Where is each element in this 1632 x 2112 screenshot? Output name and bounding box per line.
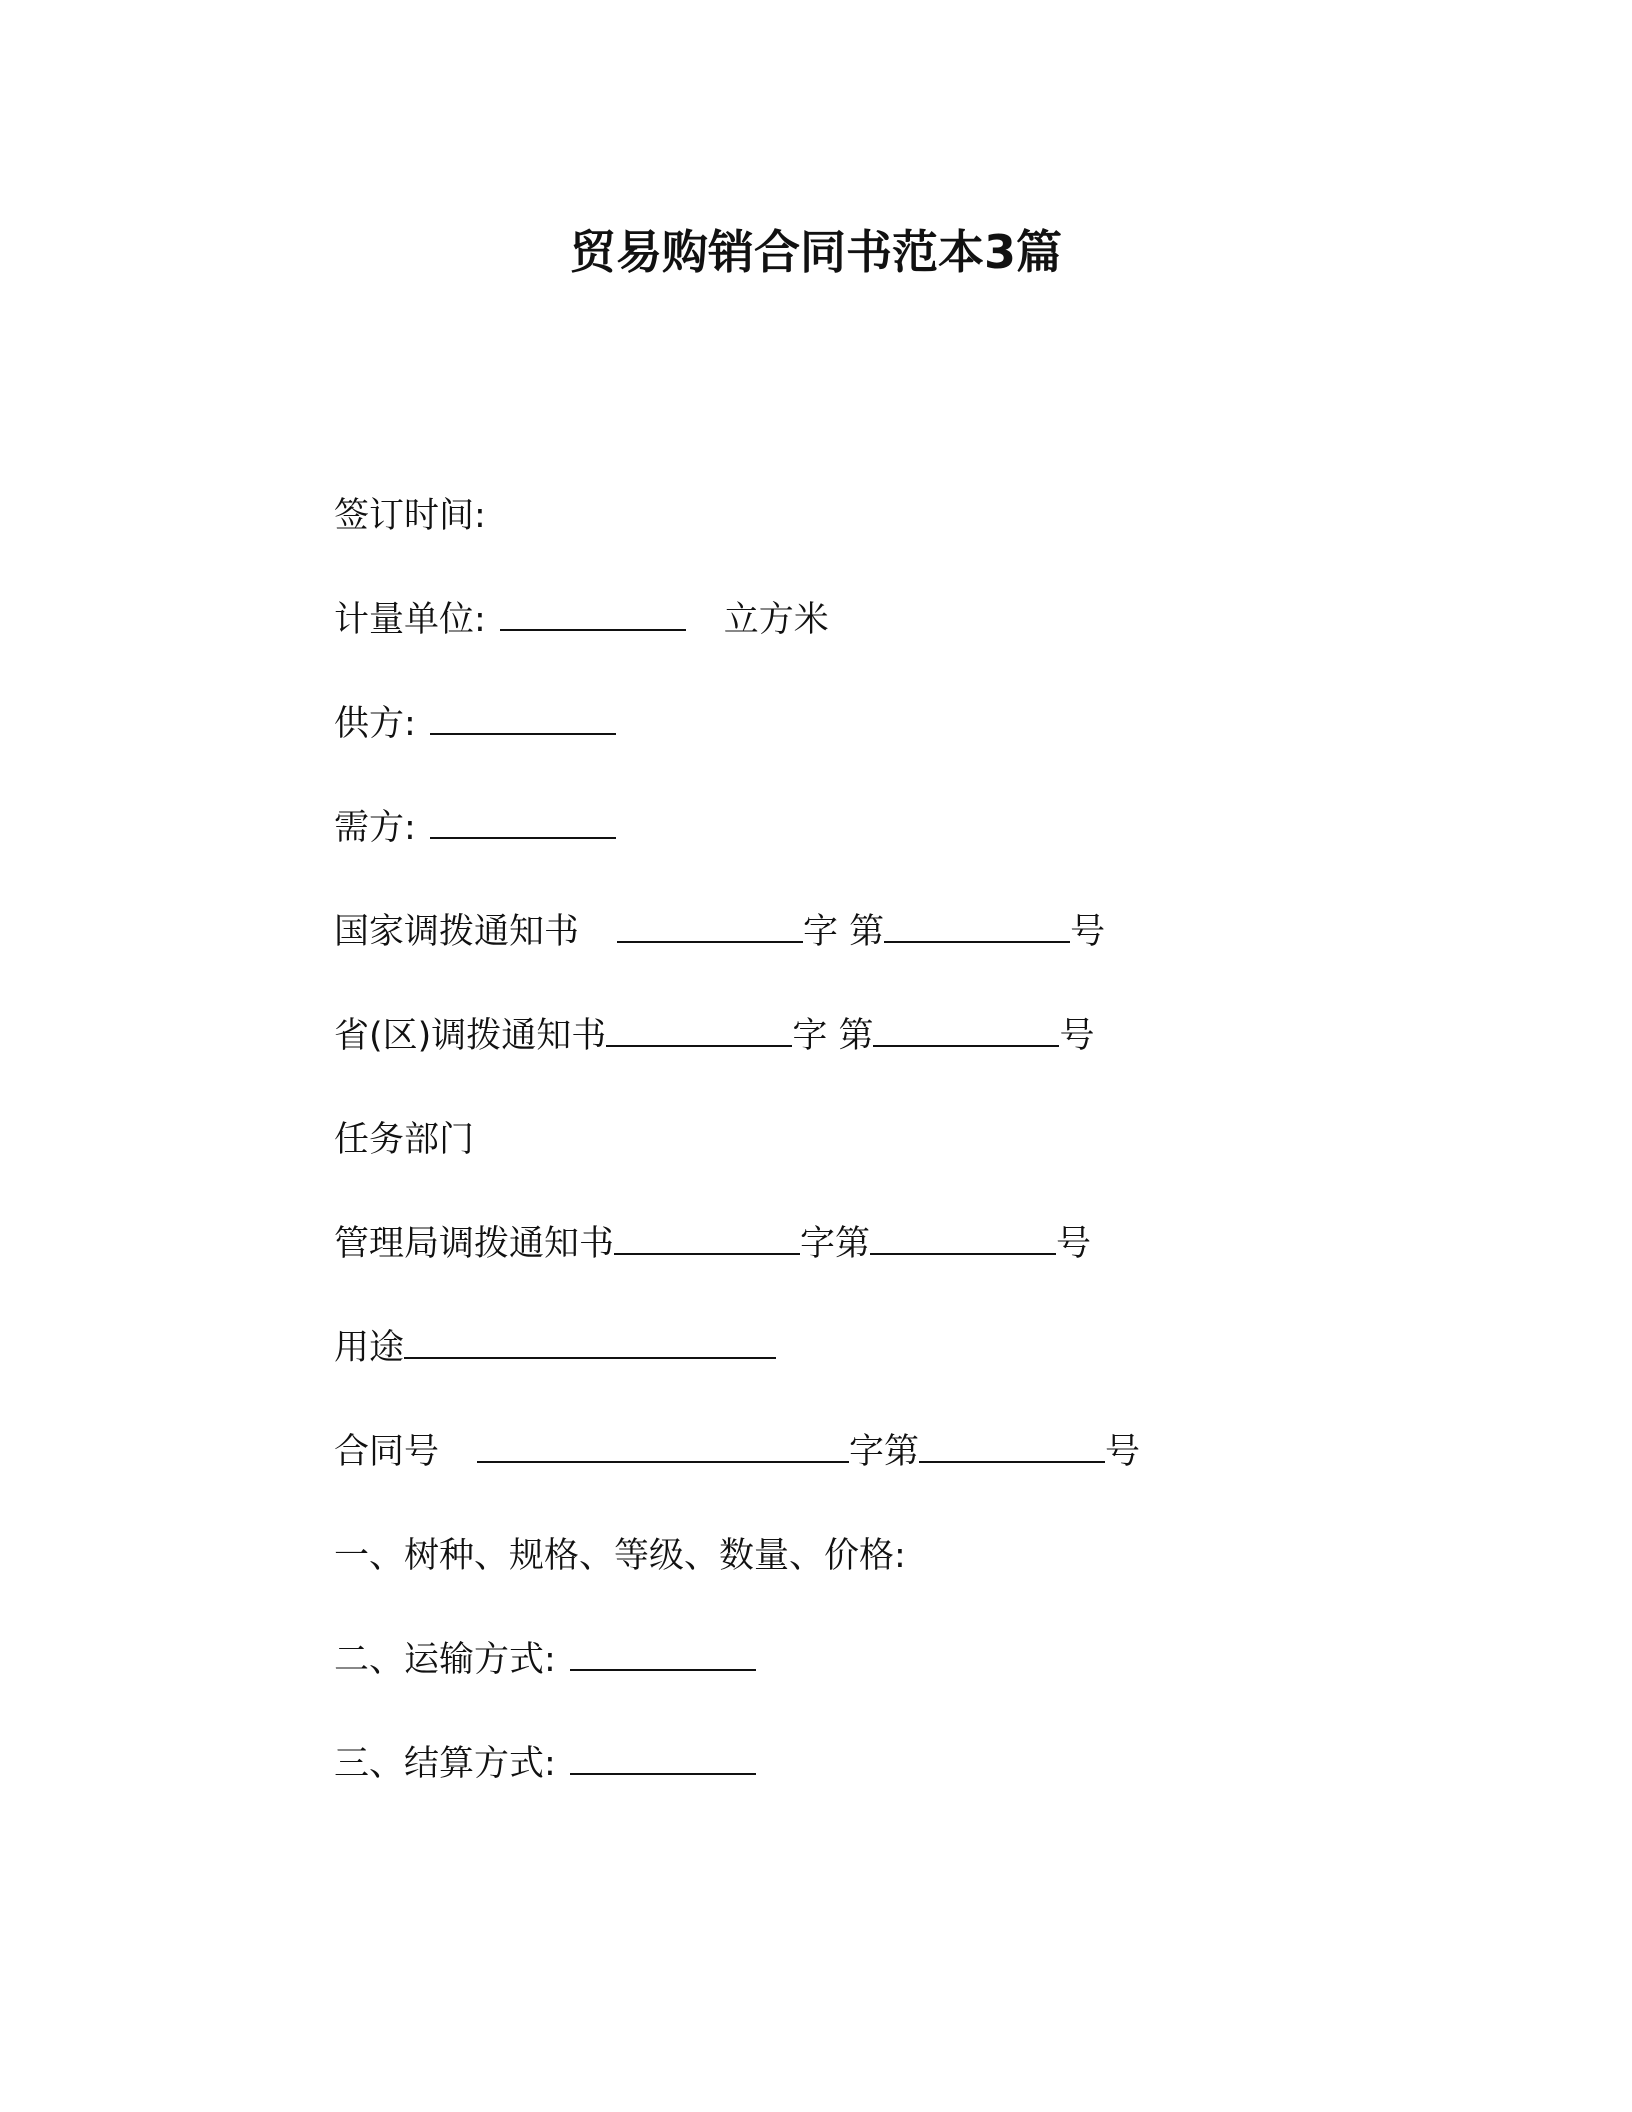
purpose-line [334,1324,776,1372]
provincial-notice-char: 字 第 [792,1016,874,1056]
bureau-notice-label: 管理局调拨通知书 [334,1224,615,1264]
contract-no-num: 号 [1105,1432,1141,1472]
clause-3-line [334,1740,756,1788]
buyer-line [334,804,616,852]
unit-label: 计量单位: [334,600,486,640]
national-notice-line [334,908,1105,956]
clause-3-blank[interactable] [570,1741,756,1775]
bureau-notice-char: 字第 [800,1224,871,1264]
provincial-notice-char-blank[interactable] [606,1013,792,1047]
supplier-line [334,700,616,748]
national-notice-num-blank[interactable] [884,909,1070,943]
provincial-notice-label: 省(区)调拨通知书 [334,1016,607,1056]
bureau-notice-num-blank[interactable] [870,1221,1056,1255]
clause-2-blank[interactable] [570,1637,756,1671]
contract-no-char-blank[interactable] [477,1429,849,1463]
clause-1-label: 一、树种、规格、等级、数量、价格: [334,1536,906,1576]
national-notice-char: 字 第 [803,912,885,952]
national-notice-label: 国家调拨通知书 [334,912,580,952]
provincial-notice-line [334,1012,1094,1060]
clause-2-line [334,1636,756,1684]
buyer-label: 需方: [334,808,416,848]
task-dept-label: 任务部门 [334,1120,475,1160]
national-notice-num: 号 [1070,912,1106,952]
purpose-label: 用途 [334,1328,405,1368]
national-notice-char-blank[interactable] [617,909,803,943]
task-dept-line [334,1116,474,1164]
document-title: 贸易购销合同书范本3篇 [569,225,1062,279]
sign-time-label: 签订时间: [334,496,486,536]
unit-suffix: 立方米 [723,600,829,640]
supplier-blank[interactable] [430,701,616,735]
contract-no-line [334,1428,1140,1476]
clause-3-label: 三、结算方式: [334,1744,556,1784]
contract-no-label: 合同号 [334,1432,440,1472]
bureau-notice-char-blank[interactable] [614,1221,800,1255]
sign-time-line [334,492,486,540]
contract-no-char: 字第 [849,1432,920,1472]
provincial-notice-num: 号 [1059,1016,1095,1056]
provincial-notice-num-blank[interactable] [873,1013,1059,1047]
buyer-blank[interactable] [430,805,616,839]
bureau-notice-num: 号 [1056,1224,1092,1264]
clause-2-label: 二、运输方式: [334,1640,556,1680]
unit-blank[interactable] [500,597,686,631]
supplier-label: 供方: [334,704,416,744]
contract-no-num-blank[interactable] [919,1429,1105,1463]
bureau-notice-line [334,1220,1091,1268]
purpose-blank[interactable] [404,1325,776,1359]
unit-line [334,596,829,644]
clause-1-line [334,1532,906,1580]
